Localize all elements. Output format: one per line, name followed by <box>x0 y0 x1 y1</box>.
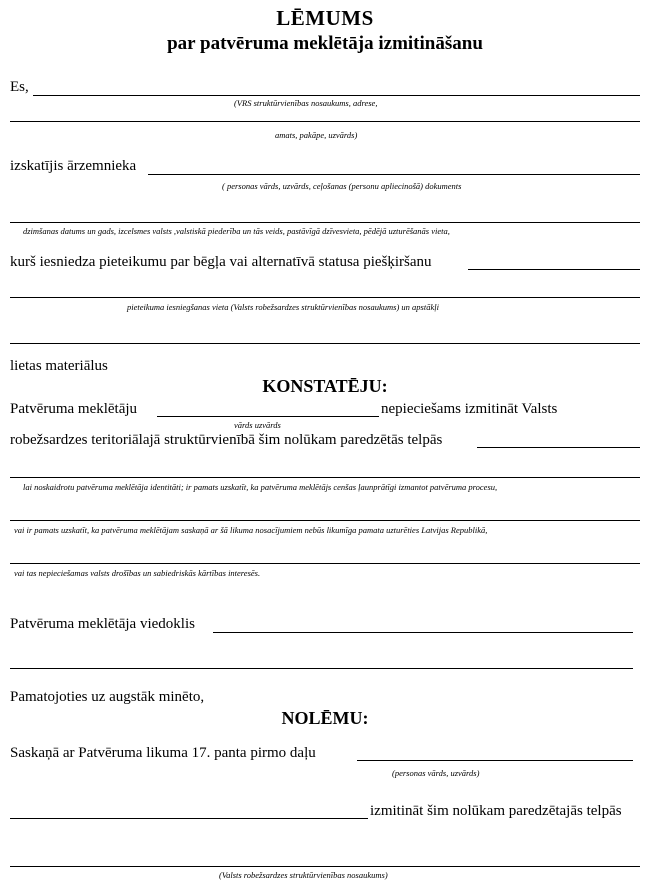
amats-field-line[interactable] <box>10 121 640 122</box>
reason1-field-line[interactable] <box>10 477 640 478</box>
nepieciesams-label: nepieciešams izmitināt Valsts <box>381 401 558 417</box>
hint-vrs: (VRS struktūrvienības nosaukums, adrese, <box>234 98 378 108</box>
reason2-field-line[interactable] <box>10 520 640 521</box>
hint-vards: vārds uzvārds <box>234 420 281 430</box>
hint-reason1: lai noskaidrotu patvēruma meklētāja identitāti; ir pamats uzskatīt, ka patvēruma meklētājs cenšas ļaunprātīgi izmantot patvēruma procesu, <box>23 482 498 492</box>
viedoklis-field-line[interactable] <box>213 632 633 633</box>
reason3-field-line[interactable] <box>10 563 640 564</box>
hint-amats: amats, pakāpe, uzvārds) <box>275 130 358 140</box>
dzimsanas-field-line[interactable] <box>10 222 640 223</box>
hint-reason2: vai ir pamats uzskatīt, ka patvēruma meklētājam saskaņā ar šā likuma nosacījumiem nebūs likumīga pamata uzturēties Latvijas Republikā, <box>14 525 488 535</box>
hint-dzimsanas: dzimšanas datums un gads, izcelsmes valsts ,valstiskā piederība un tās veids, pastāvīgā dzīvesvieta, pēdējā uzturēšanās vieta, <box>23 226 450 236</box>
apstakli-field-line[interactable] <box>10 343 640 344</box>
statuss-field-line[interactable] <box>468 269 640 270</box>
kurs-label: kurš iesniedza pieteikumu par bēgļa vai alternatīvā statusa piešķiršanu <box>10 254 432 270</box>
hint-pieteikuma: pieteikuma iesniegšanas vieta (Valsts robežsardzes struktūrvienības nosaukums) un apstākļi <box>127 302 439 312</box>
robezsardzes-label: robežsardzes teritoriālajā struktūrvienībā šim nolūkam paredzētās telpās <box>10 432 443 448</box>
saskana-label: Saskaņā ar Patvēruma likuma 17. panta pirmo daļu <box>10 745 316 761</box>
pieteikuma-field-line[interactable] <box>10 297 640 298</box>
izmitinat-field-line[interactable] <box>10 818 368 819</box>
patveruma-label: Patvēruma meklētāju <box>10 401 138 417</box>
hint-reason3: vai tas nepieciešamas valsts drošības un sabiedriskās kārtības interesēs. <box>14 568 261 578</box>
document-title: LĒMUMS <box>276 6 374 30</box>
hint-personas2: (personas vārds, uzvārds) <box>392 768 480 778</box>
hint-personas: ( personas vārds, uzvārds, ceļošanas (personu apliecinošā) dokuments <box>222 181 462 191</box>
telpas-field-line[interactable] <box>477 447 640 448</box>
vrs-field-line[interactable] <box>33 95 640 96</box>
vards-field-line[interactable] <box>157 416 379 417</box>
viedoklis-label: Patvēruma meklētāja viedoklis <box>10 616 195 632</box>
es-label: Es, <box>10 79 29 95</box>
lietas-label: lietas materiālus <box>10 358 108 374</box>
izskatijis-label: izskatījis ārzemnieka <box>10 158 137 174</box>
izmitinat-label: izmitināt šim nolūkam paredzētajās telpās <box>370 803 622 819</box>
document-subtitle: par patvēruma meklētāja izmitināšanu <box>167 33 483 54</box>
hint-valsts: (Valsts robežsardzes struktūrvienības nosaukums) <box>219 870 388 880</box>
viedoklis2-field-line[interactable] <box>10 668 633 669</box>
konstateju-heading: KONSTATĒJU: <box>262 376 388 396</box>
personas-field-line[interactable] <box>148 174 640 175</box>
nolemu-heading: NOLĒMU: <box>281 708 369 728</box>
valsts-field-line[interactable] <box>10 866 640 867</box>
saskana-field-line[interactable] <box>357 760 633 761</box>
pamatojoties-label: Pamatojoties uz augstāk minēto, <box>10 689 205 705</box>
